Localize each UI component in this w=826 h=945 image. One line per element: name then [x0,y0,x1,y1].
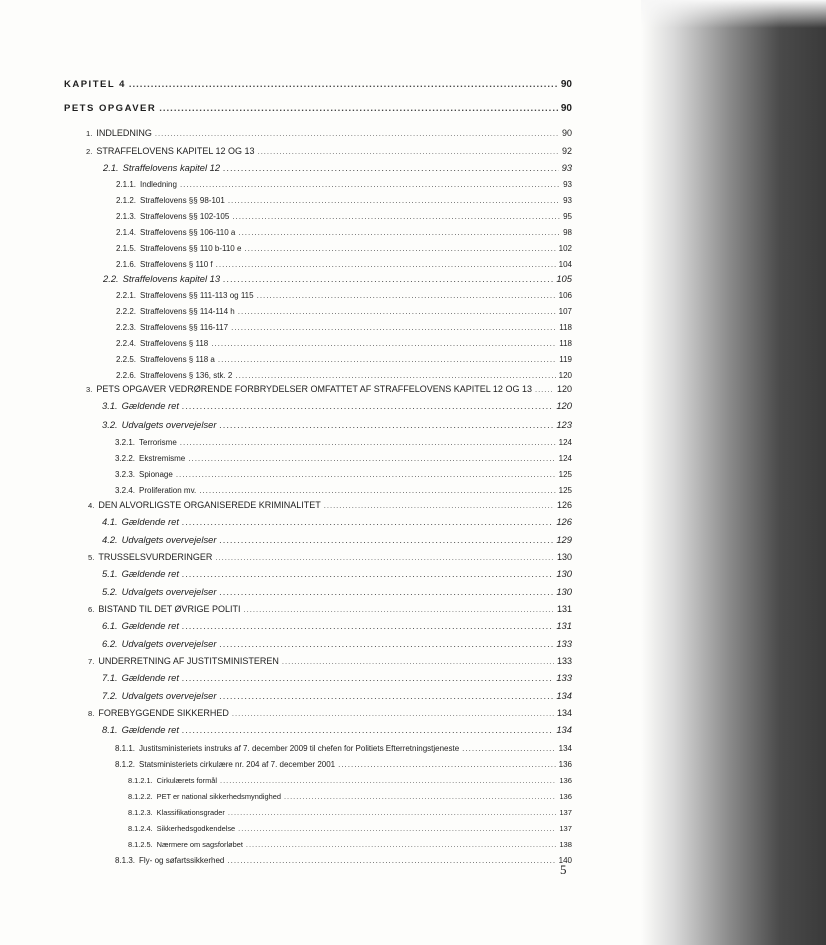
dot-leader [218,353,556,366]
toc-entry-title: Proliferation mv. [139,486,197,495]
dot-leader [257,289,556,302]
toc-entry-title: Straffelovens §§ 116-117 [140,323,229,332]
toc-entry-number: 2.2.3. [116,323,137,332]
dot-leader [199,484,555,497]
toc-entry [116,258,572,271]
toc-entry-title: Ekstremisme [139,454,186,463]
toc-entry [116,194,572,207]
toc-entry-page: 129 [556,534,572,545]
toc-entry-page: 106 [558,291,572,300]
toc-entry-title: Spionage [139,470,173,479]
toc-entry-title: Gældende ret [121,672,179,683]
toc-entry [128,822,572,835]
toc-entry-page: 118 [559,339,572,348]
toc-entry [102,619,572,632]
dot-leader [219,418,553,431]
toc-entry-page: 130 [556,586,572,597]
toc-entry [128,806,572,819]
toc-entry [116,210,572,223]
toc-entry-number: 8.1.2.5. [128,840,153,849]
toc-entry-number: 3.2.1. [115,438,136,447]
toc-entry-number: 2.2.4. [116,339,137,348]
toc-entry-page: 136 [559,792,572,801]
dot-leader [182,399,553,412]
toc-entry-title: Justitsministeriets instruks af 7. december 2009 til chefen for Politiets Efterretningstjeneste [139,744,460,753]
toc-entry-page: 131 [556,604,572,614]
toc-entry-title: Straffelovens §§ 106-110 a [140,228,236,237]
toc-entry-title: Terrorisme [139,438,177,447]
dot-leader [235,369,555,382]
toc-entry-number: 2.1. [103,162,119,173]
toc-entry [64,102,572,115]
toc-entry [116,369,572,382]
toc-entry-title: Straffelovens §§ 114-114 h [140,307,235,316]
toc-entry-page: 123 [556,419,572,430]
toc-entry-page: 134 [556,724,572,735]
toc-entry-number: 2.1.5. [116,244,137,253]
toc-entry-title: Straffelovens § 110 f [140,260,213,269]
toc-entry [115,468,572,481]
toc-entry [102,585,572,598]
toc-entry-number: 6.1. [102,620,118,631]
toc-entry [102,689,572,702]
toc-entry-page: 136 [559,776,572,785]
dot-leader [228,806,556,819]
toc-entry [115,436,572,449]
toc-entry-number: 5.1. [102,568,118,579]
toc-entry [88,603,572,616]
toc-entry-number: 8.1.2.1. [128,776,153,785]
dot-leader [238,226,560,239]
toc-entry-number: 7. [88,657,95,666]
dot-leader [227,854,555,867]
toc-entry-number: 3.2.2. [115,454,136,463]
dot-leader [182,619,553,632]
toc-entry [102,723,572,736]
dot-leader [211,337,556,350]
toc-entry [116,226,572,239]
toc-entry [103,272,572,285]
toc-entry-page: 130 [556,552,572,562]
toc-entry-number: 3.2.3. [115,470,136,479]
dot-leader [180,436,556,449]
toc-entry-number: 8.1.3. [115,856,136,865]
dot-leader [228,194,560,207]
toc-entry [102,567,572,580]
toc-entry-number: 4.2. [102,534,118,545]
toc-entry-page: 137 [559,808,572,817]
toc-entry-title: Straffelovens §§ 110 b-110 e [140,244,242,253]
toc-entry-title: Straffelovens § 136, stk. 2 [140,371,233,380]
toc-entry-title: Udvalgets overvejelser [121,690,217,701]
toc-entry-number: 2.2.6. [116,371,137,380]
dot-leader [219,637,553,650]
dot-leader [238,305,556,318]
dot-leader [231,321,556,334]
toc-entry [88,551,572,564]
toc-entry-page: 98 [563,228,572,237]
toc-entry-number: 3.2. [102,419,118,430]
toc-entry-number: 2.1.6. [116,260,137,269]
toc-entry-title: Klassifikationsgrader [156,808,225,817]
toc-entry-page: 134 [558,744,572,753]
toc-entry-number: 8.1.2.4. [128,824,153,833]
toc-entry-page: 120 [556,400,572,411]
toc-entry-number: 4.1. [102,516,118,527]
toc-entry-title: Gældende ret [121,620,179,631]
toc-entry-page: 118 [559,323,572,332]
toc-entry-page: 93 [561,162,572,173]
toc-entry-number: 5. [88,553,95,562]
toc-entry-page: 138 [559,840,572,849]
dot-leader [223,161,558,174]
toc-entry-title: Indledning [140,180,177,189]
toc-entry-number: 8.1. [102,724,118,735]
toc-entry [115,758,572,771]
toc-entry-title: UNDERRETNING AF JUSTITSMINISTEREN [98,656,279,666]
toc-entry [116,242,572,255]
toc-entry-title: Gældende ret [121,724,179,735]
toc-entry-number: 3.1. [102,400,118,411]
toc-entry [88,499,572,512]
toc-entry [86,127,572,140]
dot-leader [338,758,556,771]
toc-entry-number: 3.2.4. [115,486,136,495]
toc-entry-title: Straffelovens § 118 a [140,355,215,364]
toc-entry-page: 125 [558,486,572,495]
toc-entry-page: 133 [556,656,572,666]
toc-entry-title: KAPITEL 4 [64,79,126,90]
dot-leader [219,585,553,598]
toc-entry [86,145,572,158]
dot-leader [220,774,556,787]
toc-entry-title: Statsministeriets cirkulære nr. 204 af 7. december 2001 [139,760,336,769]
toc-entry-number: 2.1.4. [116,228,137,237]
toc-entry-page: 126 [556,500,572,510]
dot-leader [282,655,554,668]
toc-entry-title: STRAFFELOVENS KAPITEL 12 OG 13 [96,146,255,156]
toc-entry-number: 8. [88,709,95,718]
toc-entry [102,671,572,684]
toc-entry [116,178,572,191]
dot-leader [258,145,559,158]
toc-entry-number: 4. [88,501,95,510]
toc-entry-number: 8.1.2.2. [128,792,153,801]
toc-entry [64,78,572,91]
toc-entry-title: Gældende ret [121,400,179,411]
toc-entry-title: FOREBYGGENDE SIKKERHED [98,708,229,718]
dot-leader [324,499,554,512]
dot-leader [219,689,553,702]
scan-edge-shadow [641,0,826,945]
dot-leader [215,551,554,564]
toc-entry-number: 7.1. [102,672,118,683]
toc-entry [128,790,572,803]
toc-entry-title: Gældende ret [121,516,179,527]
toc-entry-page: 90 [560,79,572,90]
toc-entry-page: 102 [558,244,572,253]
toc-entry-page: 93 [563,196,572,205]
dot-leader [284,790,556,803]
toc-entry-title: BISTAND TIL DET ØVRIGE POLITI [98,604,241,614]
dot-leader [232,707,554,720]
toc-entry [128,774,572,787]
toc-entry-number: 8.1.1. [115,744,136,753]
dot-leader [244,242,555,255]
toc-entry-title: Udvalgets overvejelser [121,419,217,430]
toc-entry-page: 104 [558,260,572,269]
toc-entry [116,321,572,334]
toc-entry-title: Straffelovens kapitel 12 [122,162,221,173]
dot-leader [462,742,555,755]
toc-entry [102,637,572,650]
toc-entry-page: 120 [556,384,572,394]
dot-leader [176,468,556,481]
toc-entry-title: Udvalgets overvejelser [121,638,217,649]
toc-entry [86,383,572,396]
toc-entry-page: 90 [561,128,572,138]
toc-entry-number: 6. [88,605,95,614]
toc-entry-title: PET er national sikkerhedsmyndighed [156,792,281,801]
toc-entry-page: 136 [558,760,572,769]
toc-entry-number: 5.2. [102,586,118,597]
dot-leader [155,127,559,140]
toc-entry [102,418,572,431]
toc-entry-title: PETS OPGAVER VEDRØRENDE FORBRYDELSER OMFATTET AF STRAFFELOVENS KAPITEL 12 OG 13 [96,384,532,394]
toc-entry [103,161,572,174]
toc-entry-number: 2.1.2. [116,196,137,205]
toc-entry-title: Straffelovens §§ 102-105 [140,212,230,221]
toc-entry-page: 105 [556,273,572,284]
toc-entry-number: 2.1.3. [116,212,137,221]
toc-entry [116,305,572,318]
toc-entry-number: 8.1.2. [115,760,136,769]
toc-entry-title: Gældende ret [121,568,179,579]
toc-entry-page: 124 [558,438,572,447]
toc-entry [116,289,572,302]
toc-entry [115,742,572,755]
toc-entry-page: 120 [558,371,572,380]
toc-entry-title: Udvalgets overvejelser [121,534,217,545]
toc-entry-number: 2. [86,147,93,156]
toc-entry-title: Straffelovens kapitel 13 [122,273,221,284]
toc-entry-number: 7.2. [102,690,118,701]
toc-entry-number: 2.1.1. [116,180,137,189]
toc-entry-number: 2.2.5. [116,355,137,364]
dot-leader [244,603,554,616]
toc-entry-page: 134 [556,708,572,718]
toc-entry-page: 131 [556,620,572,631]
toc-entry-page: 92 [561,146,572,156]
toc-entry-page: 107 [558,307,572,316]
dot-leader [535,383,554,396]
dot-leader [182,671,553,684]
toc-entry-number: 6.2. [102,638,118,649]
toc-entry-page: 137 [559,824,572,833]
toc-entry-page: 90 [560,103,572,114]
toc-entry-page: 125 [558,470,572,479]
toc-entry [88,707,572,720]
toc-entry-title: INDLEDNING [96,128,152,138]
toc-entry-title: Sikkerhedsgodkendelse [156,824,236,833]
toc-entry [116,353,572,366]
toc-entry-number: 1. [86,129,93,138]
toc-entry-page: 130 [556,568,572,579]
toc-entry-number: 2.2.2. [116,307,137,316]
toc-entry-title: Straffelovens § 118 [140,339,209,348]
dot-leader [182,515,553,528]
dot-leader [182,567,553,580]
dot-leader [216,258,556,271]
toc-entry [116,337,572,350]
toc-entry-page: 93 [563,180,572,189]
dot-leader [219,533,553,546]
toc-entry [128,838,572,851]
dot-leader [223,272,553,285]
dot-leader [182,723,553,736]
toc-entry-title: Udvalgets overvejelser [121,586,217,597]
dot-leader [232,210,560,223]
page-number: 5 [560,862,567,877]
toc-entry-page: 95 [563,212,572,221]
toc-entry-page: 140 [558,856,572,865]
toc-entry-page: 133 [556,638,572,649]
toc-entry [88,655,572,668]
dot-leader [129,78,558,91]
dot-leader [159,102,558,115]
toc-entry-page: 134 [556,690,572,701]
toc-entry-page: 124 [558,454,572,463]
toc-entry-title: Fly- og søfartssikkerhed [139,856,225,865]
toc-entry-number: 2.2. [103,273,119,284]
dot-leader [188,452,555,465]
toc-entry-title: Straffelovens §§ 111-113 og 115 [140,291,254,300]
toc-entry [115,484,572,497]
dot-leader [238,822,556,835]
toc-entry-title: DEN ALVORLIGSTE ORGANISEREDE KRIMINALITET [98,500,321,510]
toc-entry [102,515,572,528]
dot-leader [180,178,560,191]
scan-edge-highlight [641,0,826,28]
toc-entry-number: 8.1.2.3. [128,808,153,817]
dot-leader [246,838,556,851]
toc-entry-title: Straffelovens §§ 98-101 [140,196,225,205]
toc-entry-title: PETS OPGAVER [64,103,157,114]
toc-entry [102,399,572,412]
toc-entry-title: Cirkulærets formål [156,776,218,785]
toc-entry-number: 3. [86,385,93,394]
toc-entry [115,452,572,465]
toc-entry-title: TRUSSELSVURDERINGER [98,552,213,562]
toc-entry-page: 119 [559,355,572,364]
toc-entry-title: Nærmere om sagsforløbet [156,840,243,849]
toc-entry-page: 133 [556,672,572,683]
toc-entry-page: 126 [556,516,572,527]
toc-entry-number: 2.2.1. [116,291,137,300]
toc-entry [115,854,572,867]
toc-entry [102,533,572,546]
